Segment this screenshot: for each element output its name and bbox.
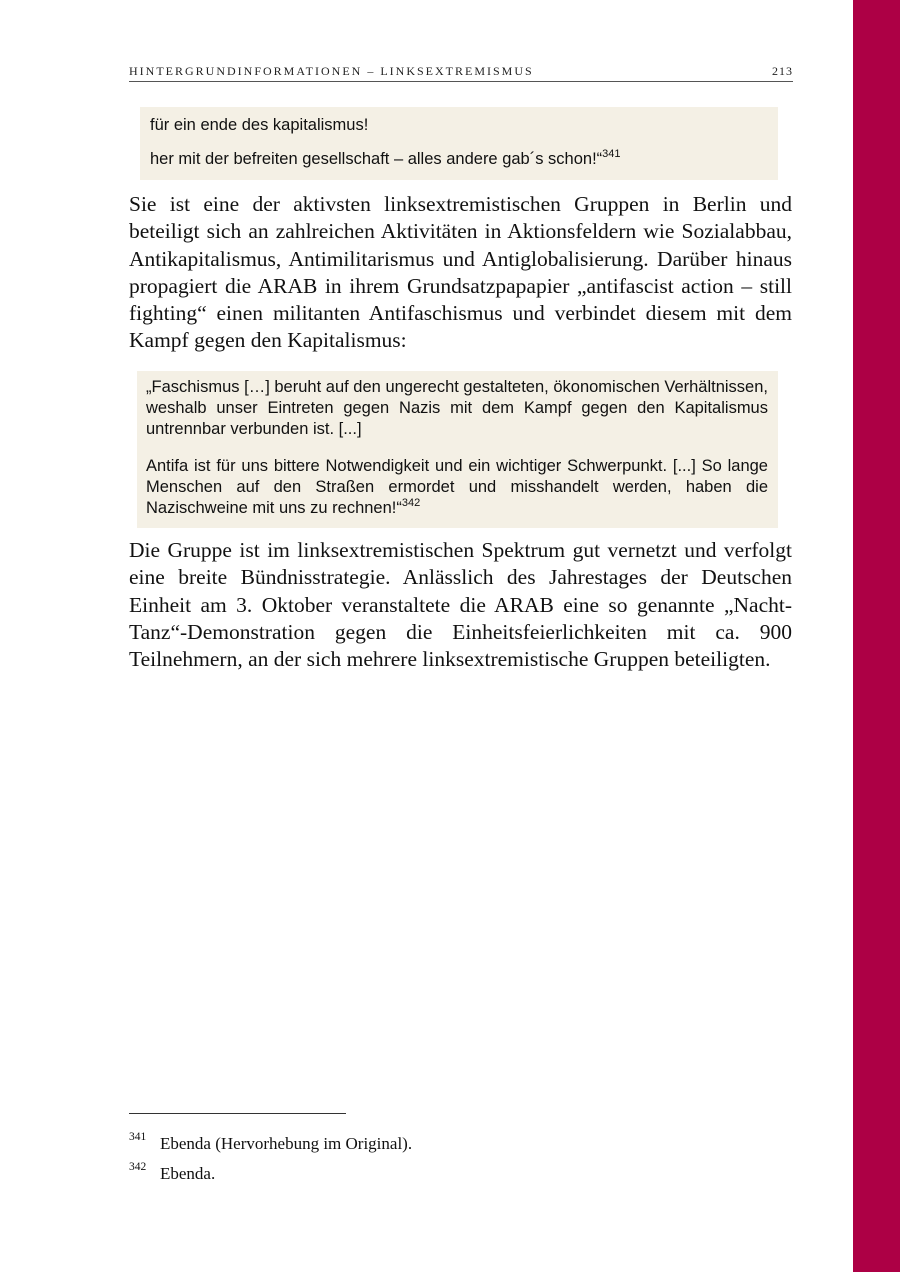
footnote-ref-341: 341 bbox=[602, 148, 621, 160]
page-number: 213 bbox=[772, 64, 793, 78]
quote-1-line-1: für ein ende des kapitalismus! bbox=[150, 116, 369, 134]
quote-2-paragraph-1: „Faschismus […] beruht auf den ungerecht gestalteten, ökonomischen Verhältnissen, weshalb unser Eintreten gegen Nazis mit dem Kampf gegen den Kapitalismus untrennbar verbunden ist. [...] bbox=[146, 378, 768, 438]
quote-1-line-2-text: her mit der befreiten gesellschaft – alles andere gab´s schon!“ bbox=[150, 150, 603, 168]
quote-box-1 bbox=[140, 107, 778, 180]
body-paragraph-1: Sie ist eine der aktivsten linksextremistischen Gruppen in Berlin und beteiligt sich an zahlreichen Aktivitäten in Aktionsfeldern wie Sozialabbau, Antikapitalismus, Antimilitarismus und Antiglobalisierung. Darüber hinaus propagiert die ARAB in ihrem Grundsatzpapapier „antifascist action – still fighting“ einen militanten Antifaschismus und verbindet diesem mit dem Kampf gegen den Kapitalismus: bbox=[129, 192, 792, 353]
footnote-divider bbox=[129, 1113, 346, 1114]
quote-2-paragraph-2-text: Antifa ist für uns bittere Notwendigkeit und ein wichtiger Schwerpunkt. [...] So lange Menschen auf den Straßen ermordet und misshandelt werden, haben die Nazischweine mit uns zu rechnen!“ bbox=[146, 457, 768, 517]
footnote-text: Ebenda (Hervorhebung im Original). bbox=[160, 1134, 413, 1153]
quote-2-paragraph-2 bbox=[146, 456, 768, 519]
body-paragraph-2: Die Gruppe ist im linksextremistischen Spektrum gut vernetzt und verfolgt eine breite Bündnisstrategie. Anlässlich des Jahrestages der Deutschen Einheit am 3. Oktober veranstaltete die ARAB eine so genannte „Nacht-Tanz“-Demonstration gegen die Einheitsfeierlichkeiten mit ca. 900 Teilnehmern, an der sich mehrere linksextremistische Gruppen beteiligten. bbox=[129, 538, 792, 672]
accent-side-bar bbox=[853, 0, 900, 1272]
quote-1-line-2 bbox=[150, 149, 768, 169]
running-header bbox=[129, 64, 793, 82]
header-title: HINTERGRUNDINFORMATIONEN – LINKSEXTREMISMUS bbox=[129, 64, 534, 78]
quote-box-2 bbox=[137, 371, 778, 528]
footnote-number: 341 bbox=[129, 1131, 147, 1143]
footnote-number: 342 bbox=[129, 1161, 147, 1173]
footnote-text: Ebenda. bbox=[160, 1164, 216, 1183]
footnote-ref-342: 342 bbox=[401, 497, 421, 509]
